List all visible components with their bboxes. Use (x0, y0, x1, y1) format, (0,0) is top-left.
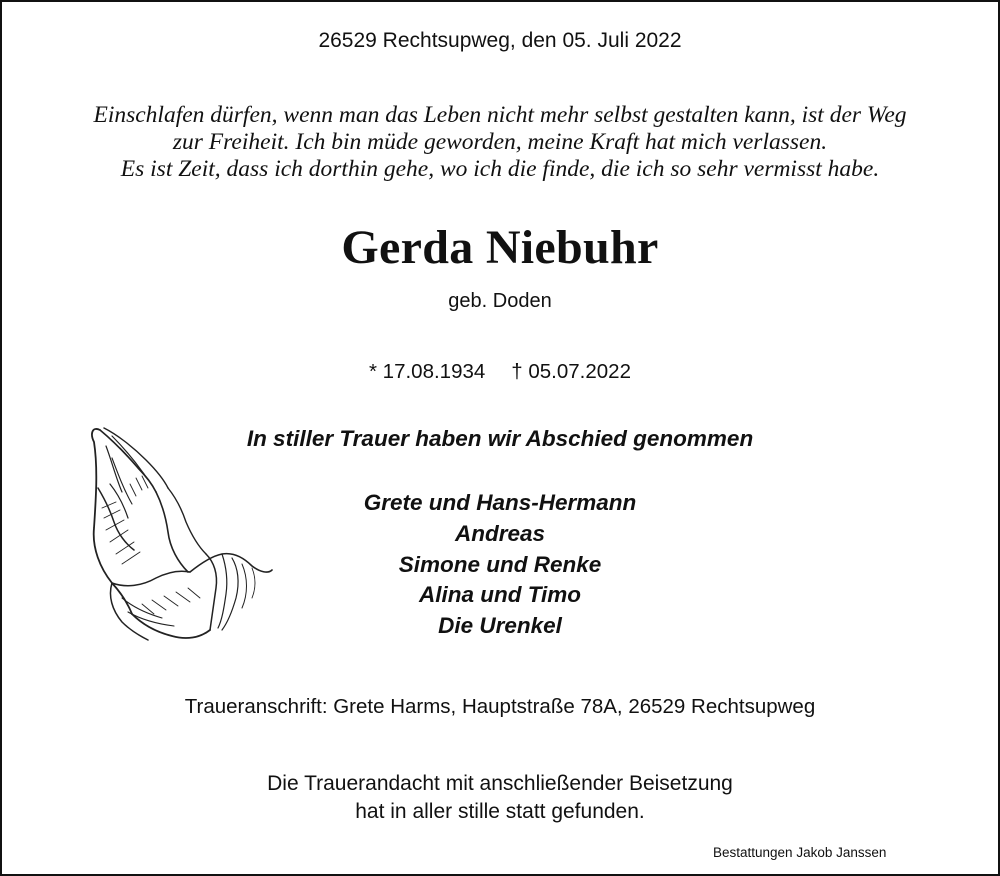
undertaker-credit: Bestattungen Jakob Janssen (713, 845, 887, 860)
funeral-notice (0, 770, 1000, 826)
mourning-address: Traueranschrift: Grete Harms, Hauptstraße 78A, 26529 Rechtsupweg (184, 695, 816, 718)
poem-line: Einschlafen dürfen, wenn man das Leben nicht mehr selbst gestalten kann, ist der Weg (93, 102, 907, 128)
birth-name: geb. Doden (448, 290, 552, 312)
mourner: Simone und Renke (398, 551, 602, 577)
mourner: Die Urenkel (438, 613, 562, 639)
notice-line: Die Trauerandacht mit anschließender Beisetzung (267, 772, 733, 795)
mourner: Andreas (454, 520, 546, 546)
poem-line: Es ist Zeit, dass ich dorthin gehe, wo ich die finde, die ich so sehr vermisst habe. (120, 156, 880, 182)
place-date: 26529 Rechtsupweg, den 05. Juli 2022 (318, 29, 682, 52)
mourner: Alina und Timo (418, 582, 582, 608)
poem (0, 102, 1000, 183)
notice-line: hat in aller stille statt gefunden. (355, 800, 645, 823)
birth-date: * 17.08.1934 (369, 360, 486, 383)
mourning-headline: In stiller Trauer haben wir Abschied genommen (246, 426, 754, 451)
mourner: Grete und Hans-Hermann (363, 490, 637, 515)
mourners-list (0, 488, 1000, 642)
poem-line: zur Freiheit. Ich bin müde geworden, meine Kraft hat mich verlassen. (172, 129, 828, 155)
deceased-name: Gerda Niebuhr (341, 221, 659, 274)
death-date: † 05.07.2022 (511, 360, 631, 383)
life-dates (0, 359, 1000, 385)
